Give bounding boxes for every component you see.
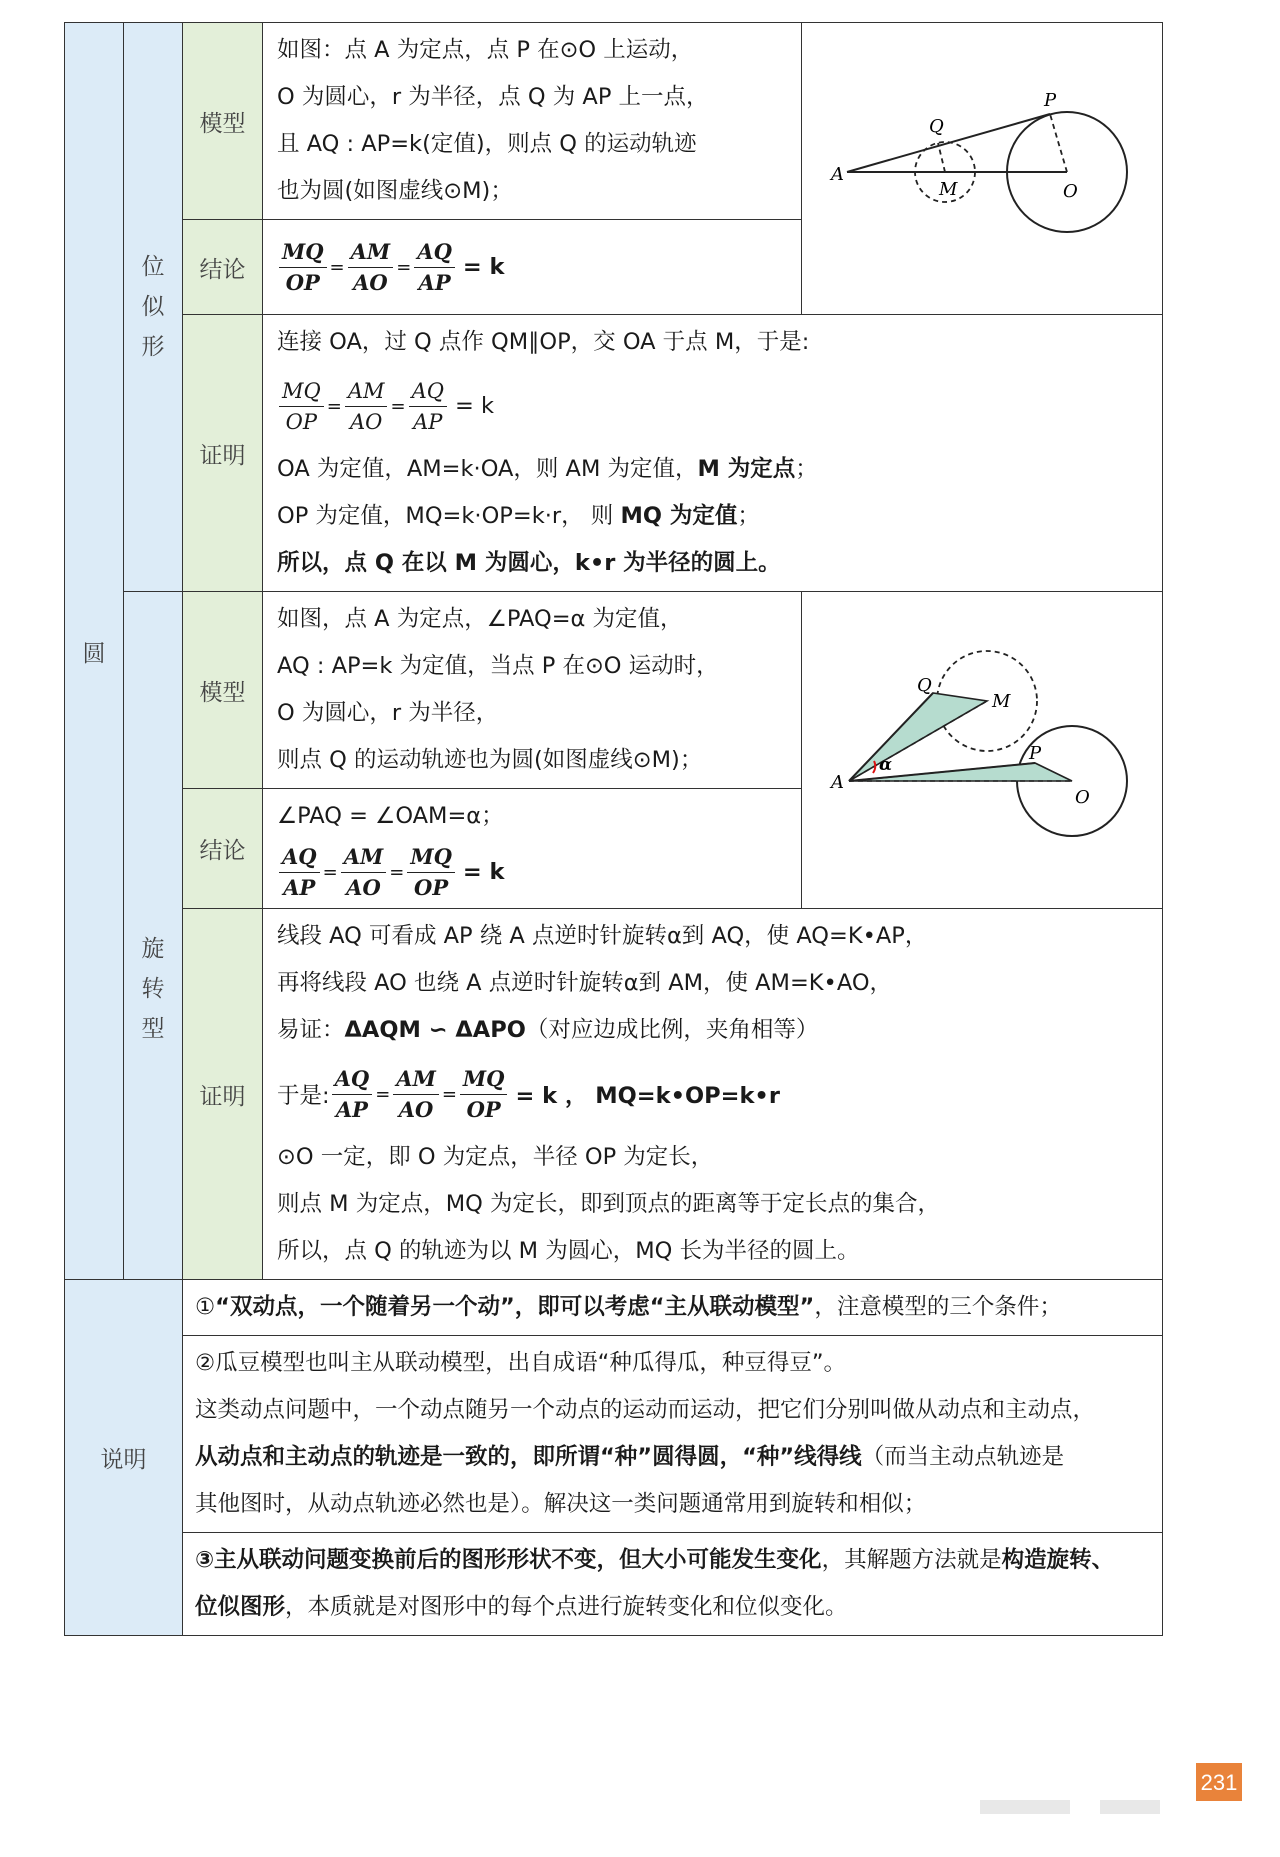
rotation-conclusion-label: 结论 — [183, 789, 263, 909]
rotation-model-label: 模型 — [183, 592, 263, 789]
label-q: Q — [929, 115, 944, 137]
label-a: A — [831, 163, 844, 185]
note-2: ②瓜豆模型也叫主从联动模型，出自成语“种瓜得瓜，种豆得豆”。 这类动点问题中，一个动点随另一个动点的运动而运动，把它们分别叫做从动点和主动点， 从动点和主动点的轨迹是一致的，即所谓“种”圆得圆，“种”线得线（而当主动点轨迹是 其他图时，从动点轨迹必然也是）。解决这一类问题通常用到旋转和相似； — [183, 1336, 1163, 1533]
homothety-conclusion-label: 结论 — [183, 220, 263, 315]
homothety-proof-text: 连接 OA，过 Q 点作 QM∥OP，交 OA 于点 M，于是: $\frac{MQ}{OP}$ = $\frac{AM}{AO}$ = $\frac{AQ}{AP}$ = k OA 为定值，AM=k·OA，则 AM 为定值，M 为定点； OP 为定值，MQ=k·OP=k·r， 则 MQ 为定值； 所以，点 Q 在以 M 为圆心，k•r 为半径的圆上。 — [263, 315, 1163, 592]
page-number: 231 — [1196, 1763, 1242, 1801]
label-a: A — [831, 772, 844, 793]
rotation-figure — [802, 592, 1163, 909]
footer-decoration-2 — [1100, 1800, 1160, 1814]
homothety-figure — [802, 23, 1163, 315]
label-q: Q — [917, 675, 932, 696]
triangle-aqm — [849, 693, 987, 781]
note-1: ①“双动点，一个随着另一个动”，即可以考虑“主从联动模型”，注意模型的三个条件； — [183, 1280, 1163, 1336]
note-3: ③主从联动问题变换前后的图形形状不变，但大小可能发生变化，其解题方法就是构造旋转、 位似图形，本质就是对图形中的每个点进行旋转变化和位似变化。 — [183, 1533, 1163, 1636]
label-p: P — [1044, 91, 1057, 111]
rotation-model-text: 如图，点 A 为定点，∠PAQ=α 为定值， AQ : AP=k 为定值，当点 P 在⊙O 运动时， O 为圆心，r 为半径， 则点 Q 的运动轨迹也为圆(如图虚线⊙M)； — [263, 592, 802, 789]
segment-op — [1050, 114, 1067, 172]
homothety-model-label: 模型 — [183, 23, 263, 220]
label-o: O — [1075, 787, 1090, 808]
label-alpha: α — [879, 755, 893, 775]
homothety-diagram — [817, 92, 1147, 242]
rotation-diagram — [817, 633, 1147, 863]
footer-decoration — [980, 1800, 1070, 1814]
segment-ap — [847, 114, 1050, 172]
rotation-conclusion-text: ∠PAQ = ∠OAM=α； $\frac{AQ}{AP}$ = $\frac{AM}{AO}$ = $\frac{MQ}{OP}$ = k — [263, 789, 802, 909]
rotation-type-label: 旋 转 型 — [124, 592, 183, 1280]
label-m: M — [992, 691, 1011, 712]
homothety-conclusion-text: $\frac{MQ}{OP}$ = $\frac{AM}{AO}$ = $\frac{AQ}{AP}$ = k — [263, 220, 802, 315]
label-p: P — [1029, 743, 1042, 764]
circle-label: 圆 — [65, 23, 124, 1280]
rotation-proof-text: 线段 AQ 可看成 AP 绕 A 点逆时针旋转α到 AQ，使 AQ=K•AP， 再将线段 AO 也绕 A 点逆时针旋转α到 AM，使 AM=K•AO， 易证：ΔAQM ∽ ΔAPO（对应边成比例，夹角相等） 于是: $\frac{AQ}{AP}$ = $\frac{AM}{AO}$ = $\frac{MQ}{OP}$ = k ， MQ=k•OP=k•r ⊙O 一定，即 O 为定点，半径 OP 为定长， 则点 M 为定点，MQ 为定长，即到顶点的距离等于定长点的集合， 所以，点 Q 的轨迹为以 M 为圆心，MQ 长为半径的圆上。 — [263, 909, 1163, 1280]
rotation-proof-label: 证明 — [183, 909, 263, 1280]
segment-mq — [938, 143, 945, 172]
homothety-model-text: 如图：点 A 为定点，点 P 在⊙O 上运动， O 为圆心，r 为半径，点 Q 为 AP 上一点， 且 AQ : AP=k(定值)，则点 Q 的运动轨迹 也为圆(如图虚线⊙M)； — [263, 23, 802, 220]
homothety-type-label: 位 似 形 — [124, 23, 183, 592]
label-m: M — [939, 178, 958, 200]
homothety-proof-label: 证明 — [183, 315, 263, 592]
notes-label: 说明 — [65, 1280, 183, 1636]
summary-table — [64, 22, 1163, 1636]
label-o: O — [1063, 180, 1078, 202]
